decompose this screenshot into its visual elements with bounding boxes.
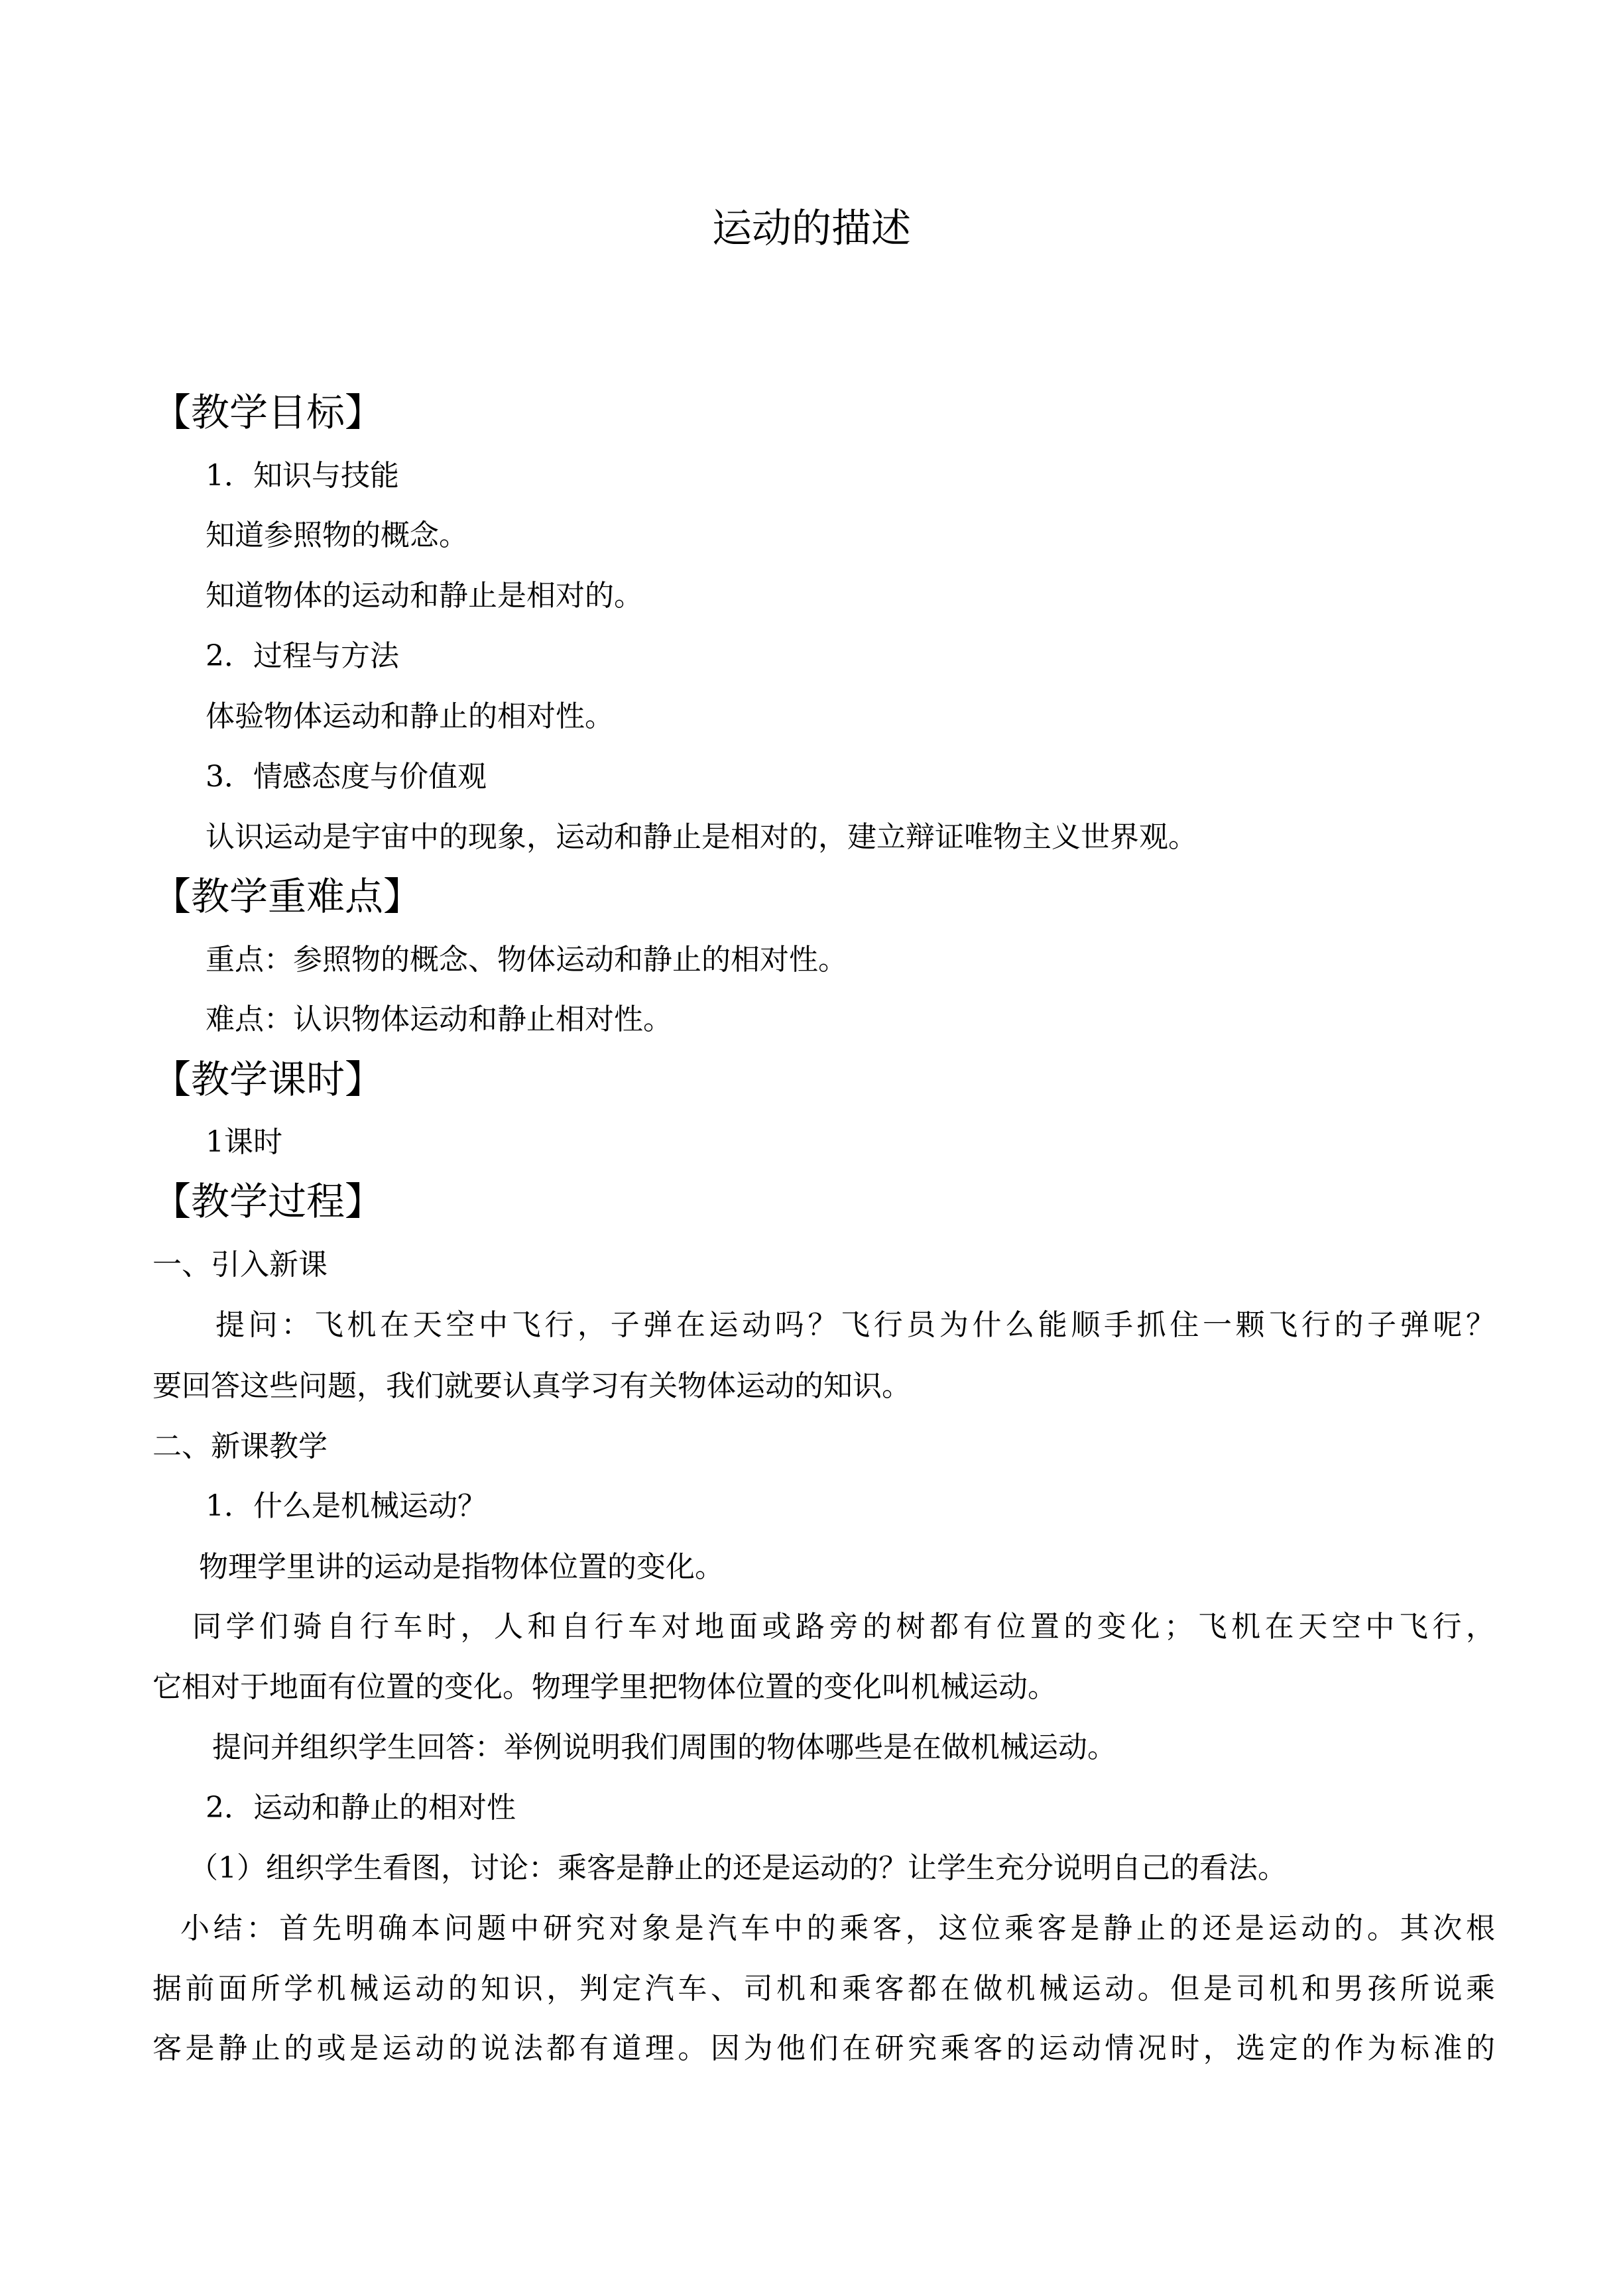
objective-item-2-line-1: 体验物体运动和静止的相对性。 (206, 699, 614, 733)
question-1-paragraph-line-2: 它相对于地面有位置的变化。物理学里把物体位置的变化叫机械运动。 (152, 1670, 1057, 1704)
question-2-sub-1: （1）组织学生看图，讨论：乘客是静止的还是运动的？让学生充分说明自己的看法。 (189, 1851, 1287, 1885)
question-1-line-1: 物理学里讲的运动是指物体位置的变化。 (199, 1550, 724, 1584)
question-1-paragraph-line-1: 同学们骑自行车时，人和自行车对地面或路旁的树都有位置的变化；飞机在天空中飞行， (192, 1610, 1495, 1644)
part-2-title: 二、新课教学 (152, 1429, 328, 1463)
section-heading-objectives: 【教学目标】 (152, 390, 384, 435)
section-heading-key-points: 【教学重难点】 (152, 874, 422, 919)
summary-line-1: 小结：首先明确本问题中研究对象是汽车中的乘客，这位乘客是静止的还是运动的。其次根 (180, 1911, 1495, 1945)
document-title: 运动的描述 (712, 206, 911, 252)
summary-line-3: 客是静止的或是运动的说法都有道理。因为他们在研究乘客的运动情况时，选定的作为标准的 (152, 2031, 1495, 2065)
objective-item-1-line-1: 知道参照物的概念。 (206, 518, 468, 552)
objective-item-3-title: 3．情感态度与价值观 (206, 760, 487, 794)
part-1-paragraph-line-2: 要回答这些问题，我们就要认真学习有关物体运动的知识。 (152, 1369, 911, 1403)
part-1-paragraph-line-1: 提问：飞机在天空中飞行，子弹在运动吗？飞行员为什么能顺手抓住一颗飞行的子弹呢？ (215, 1308, 1495, 1342)
objective-item-1-line-2: 知道物体的运动和静止是相对的。 (206, 579, 643, 613)
objective-item-2-title: 2．过程与方法 (206, 639, 399, 673)
hours-value: 1课时 (206, 1125, 282, 1159)
difficulty-text: 难点：认识物体运动和静止相对性。 (206, 1002, 672, 1036)
part-1-title: 一、引入新课 (152, 1248, 328, 1282)
question-1-prompt: 提问并组织学生回答：举例说明我们周围的物体哪些是在做机械运动。 (212, 1730, 1116, 1764)
section-heading-hours: 【教学课时】 (152, 1057, 384, 1102)
key-point-text: 重点：参照物的概念、物体运动和静止的相对性。 (206, 943, 847, 977)
section-heading-process: 【教学过程】 (152, 1179, 384, 1224)
objective-item-3-line-1: 认识运动是宇宙中的现象，运动和静止是相对的，建立辩证唯物主义世界观。 (206, 820, 1197, 854)
question-2-title: 2．运动和静止的相对性 (206, 1791, 516, 1825)
objective-item-1-title: 1．知识与技能 (206, 459, 399, 493)
question-1-title: 1．什么是机械运动？ (206, 1489, 487, 1523)
summary-line-2: 据前面所学机械运动的知识，判定汽车、司机和乘客都在做机械运动。但是司机和男孩所说乘 (152, 1972, 1495, 2006)
